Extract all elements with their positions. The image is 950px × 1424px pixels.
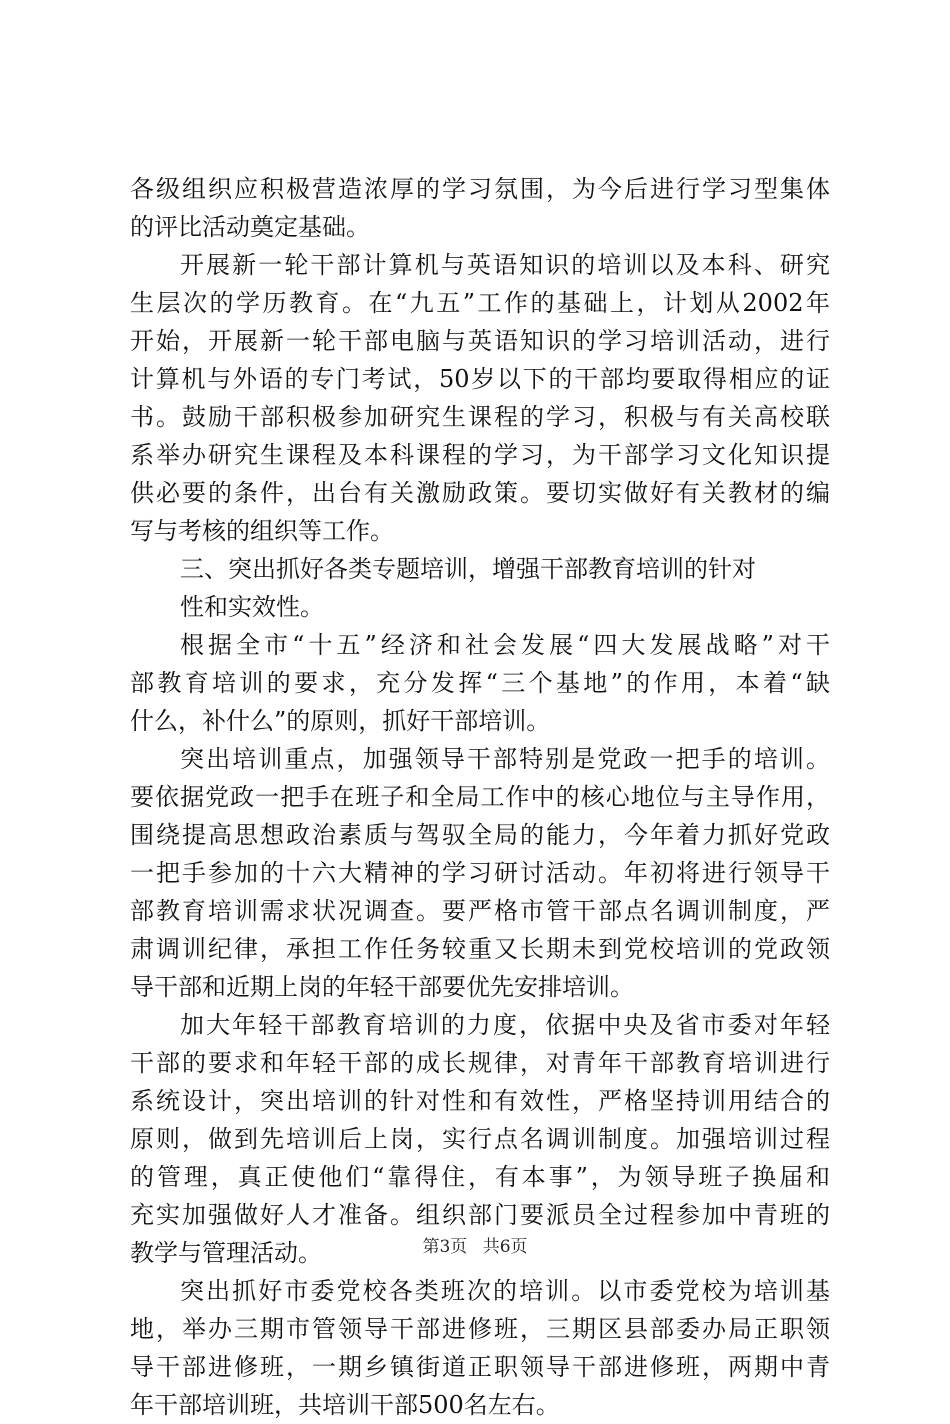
text-line: 系统设计，突出培训的针对性和有效性，严格坚持训用结合的 [130, 1087, 830, 1115]
text-line: 地，举办三期市管领导干部进修班，三期区县部委办局正职领 [130, 1315, 830, 1343]
text-line: 导干部和近期上岗的年轻干部要优先安排培训。 [130, 973, 634, 1001]
text-line: 计算机与外语的专门考试，50岁以下的干部均要取得相应的证 [130, 365, 830, 393]
text-line: 书。鼓励干部积极参加研究生课程的学习，积极与有关高校联 [130, 403, 830, 431]
text-line: 教学与管理活动。 [130, 1239, 322, 1267]
text-line: 性和实效性。 [180, 593, 324, 621]
text-line: 充实加强做好人才准备。组织部门要派员全过程参加中青班的 [130, 1201, 830, 1229]
text-line: 导干部进修班，一期乡镇街道正职领导干部进修班，两期中青 [130, 1353, 830, 1381]
text-line: 干部的要求和年轻干部的成长规律，对青年干部教育培训进行 [130, 1049, 830, 1077]
text-line: 加大年轻干部教育培训的力度，依据中央及省市委对年轻 [180, 1011, 830, 1039]
text-line: 供必要的条件，出台有关激励政策。要切实做好有关教材的编 [130, 479, 830, 507]
text-line: 的管理，真正使他们“靠得住，有本事”，为领导班子换届和 [130, 1163, 830, 1191]
text-line: 各级组织应积极营造浓厚的学习氛围，为今后进行学习型集体 [130, 175, 830, 203]
text-line: 根据全市“十五”经济和社会发展“四大发展战略”对干 [180, 631, 830, 659]
page-total: 共6页 [482, 1237, 528, 1257]
text-line: 部教育培训的要求，充分发挥“三个基地”的作用，本着“缺 [130, 669, 830, 697]
text-line: 开展新一轮干部计算机与英语知识的培训以及本科、研究 [180, 251, 830, 279]
text-line: 突出培训重点，加强领导干部特别是党政一把手的培训。 [180, 745, 830, 773]
text-line: 年干部培训班，共培训干部500名左右。 [130, 1391, 560, 1419]
page-number: 第3页 [422, 1237, 468, 1257]
text-line: 生层次的学历教育。在“九五”工作的基础上，计划从2002年 [130, 289, 830, 317]
page-footer [0, 1236, 950, 1258]
text-line: 肃调训纪律，承担工作任务较重又长期未到党校培训的党政领 [130, 935, 830, 963]
text-line: 突出抓好市委党校各类班次的培训。以市委党校为培训基 [180, 1277, 830, 1305]
text-line: 的评比活动奠定基础。 [130, 213, 370, 241]
text-line: 围绕提高思想政治素质与驾驭全局的能力，今年着力抓好党政 [130, 821, 830, 849]
text-line: 三、突出抓好各类专题培训，增强干部教育培训的针对 [180, 555, 756, 583]
text-line: 开始，开展新一轮干部电脑与英语知识的学习培训活动，进行 [130, 327, 830, 355]
text-line: 一把手参加的十六大精神的学习研讨活动。年初将进行领导干 [130, 859, 830, 887]
text-line: 写与考核的组织等工作。 [130, 517, 394, 545]
text-line: 要依据党政一把手在班子和全局工作中的核心地位与主导作用， [130, 783, 830, 811]
text-line: 部教育培训需求状况调查。要严格市管干部点名调训制度，严 [130, 897, 830, 925]
text-line: 原则，做到先培训后上岗，实行点名调训制度。加强培训过程 [130, 1125, 830, 1153]
text-line: 系举办研究生课程及本科课程的学习，为干部学习文化知识提 [130, 441, 830, 469]
text-line: 什么，补什么”的原则，抓好干部培训。 [130, 707, 551, 735]
